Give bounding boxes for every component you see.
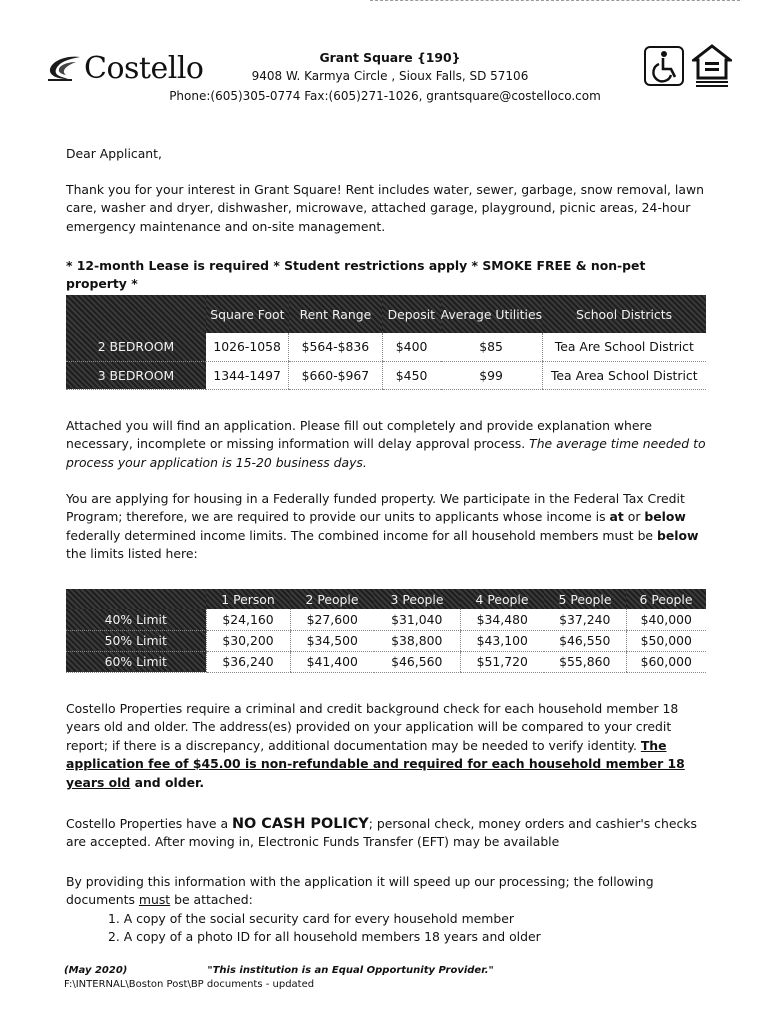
table-row: [66, 361, 706, 389]
federal-text: the limits listed here:: [66, 546, 198, 562]
table-cell: $46,560: [374, 651, 460, 672]
table-cell: $31,040: [374, 609, 460, 630]
table-cell: $41,400: [290, 651, 374, 672]
unit-header-cell: Deposit: [382, 295, 441, 333]
table-cell: $450: [382, 361, 441, 389]
property-contact: Phone:(605)305-0774 Fax:(605)271-1026, grantsquare@costelloco.com: [169, 89, 601, 103]
table-row: [66, 609, 706, 630]
footer-date: (May 2020): [64, 965, 128, 976]
unit-header-cell: [66, 295, 206, 333]
footer-path: F:\INTERNAL\Boston Post\BP documents - updated: [64, 979, 315, 990]
table-cell: $30,200: [206, 630, 290, 651]
application-fee-tail: and older.: [130, 774, 205, 790]
background-text: Costello Properties require a criminal and credit background check for each household member 18 years old and older. The address(es) provided on your application will be compared to your credit report; if there is a discrepancy, additional documentation may be needed to verify identity.: [66, 701, 679, 753]
costello-swoosh-icon: [46, 53, 82, 83]
no-cash-policy: NO CASH POLICY: [232, 816, 369, 832]
processing-time-note: The average time needed to process your application is 15-20 business days.: [66, 436, 706, 470]
property-address: 9408 W. Karmya Circle , Sioux Falls, SD 57106: [251, 69, 529, 83]
footer: [64, 965, 494, 990]
table-cell: $60,000: [626, 651, 706, 672]
must-emphasis: must: [138, 892, 171, 908]
unit-label: 2 BEDROOM: [66, 333, 206, 361]
property-name: Grant Square {190}: [319, 50, 461, 65]
unit-header-cell: Square Foot: [206, 295, 289, 333]
equal-housing-opportunity-icon: [692, 44, 732, 88]
table-cell: $46,550: [544, 630, 626, 651]
limit-label: 60% Limit: [66, 651, 206, 672]
federal-text: federally determined income limits. The combined income for all household members must be: [66, 527, 657, 543]
table-cell: $24,160: [206, 609, 290, 630]
intro-paragraph: Thank you for your interest in Grant Square! Rent includes water, sewer, garbage, snow removal, lawn care, washer and dryer, dishwasher, microwave, attached garage, playground, picnic areas, 24-hour emergency maintenance and on-site management.: [66, 182, 704, 234]
income-header-cell: 1 Person: [206, 589, 290, 609]
greeting: Dear Applicant,: [66, 146, 162, 161]
income-header-cell: [66, 589, 206, 609]
federal-text: You are applying for housing in a Federally funded property. We participate in the Federal Tax Credit Program; therefore, we are required to provide our units to applicants whose income is: [66, 491, 685, 525]
income-header-cell: 6 People: [626, 589, 706, 609]
federal-text: or: [623, 509, 645, 525]
logo-text: Costello: [84, 50, 204, 86]
unit-header-cell: Rent Range: [289, 295, 382, 333]
attached-paragraph: [66, 417, 706, 472]
table-cell: 1344-1497: [206, 361, 289, 389]
cash-text: ; personal check, money orders and cashier's checks are accepted. After moving in, Electronic Funds Transfer (EFT) may be available: [66, 816, 697, 850]
documents-paragraph: [66, 873, 706, 910]
footer-equal-opportunity: "This institution is an Equal Opportunity Provider.": [207, 965, 494, 976]
list-item: 1. A copy of the social security card for every household member: [108, 911, 514, 926]
table-cell: $38,800: [374, 630, 460, 651]
table-cell: $55,860: [544, 651, 626, 672]
company-logo: [46, 48, 203, 88]
unit-header-cell: Average Utilities: [441, 295, 542, 333]
letterhead: [0, 40, 770, 112]
list-item: 2. A copy of a photo ID for all household members 18 years and older: [108, 929, 541, 945]
table-cell: $99: [441, 361, 542, 389]
table-row: [66, 651, 706, 672]
table-cell: $50,000: [626, 630, 706, 651]
table-cell: $85: [441, 333, 542, 361]
table-cell: $43,100: [460, 630, 544, 651]
provide-text: By providing this information with the application it will speed up our processing; the following documents: [66, 874, 654, 908]
application-fee-notice: The application fee of $45.00 is non-refundable and required for each household member 18 years old: [66, 737, 685, 790]
table-cell: Tea Area School District: [542, 361, 706, 389]
federal-bold: below: [644, 509, 686, 525]
handicap-accessible-icon: [644, 44, 684, 88]
federal-paragraph: [66, 490, 706, 564]
table-cell: $37,240: [544, 609, 626, 630]
cash-policy-paragraph: [66, 815, 706, 852]
required-documents-list: [108, 910, 541, 947]
table-cell: $34,500: [290, 630, 374, 651]
requirements-line: * 12-month Lease is required * Student restrictions apply * SMOKE FREE & non-pet property *: [66, 258, 646, 292]
table-cell: $40,000: [626, 609, 706, 630]
provide-text: be attached:: [170, 892, 253, 908]
limit-label: 40% Limit: [66, 609, 206, 630]
unit-table: [66, 295, 706, 390]
table-cell: $660-$967: [289, 361, 382, 389]
table-cell: $400: [382, 333, 441, 361]
table-cell: $36,240: [206, 651, 290, 672]
table-cell: Tea Are School District: [542, 333, 706, 361]
unit-label: 3 BEDROOM: [66, 361, 206, 389]
scan-edge-line: [370, 0, 740, 2]
table-cell: $51,720: [460, 651, 544, 672]
income-header-cell: 3 People: [374, 589, 460, 609]
background-check-paragraph: [66, 700, 706, 792]
unit-header-cell: School Districts: [542, 295, 706, 333]
table-row: [66, 630, 706, 651]
income-header-cell: 5 People: [544, 589, 626, 609]
federal-bold: at: [609, 509, 624, 525]
attached-text: Attached you will find an application. Please fill out completely and provide explanation where necessary, incomplete or missing information will delay approval process.: [66, 418, 652, 452]
table-cell: $27,600: [290, 609, 374, 630]
income-header-cell: 4 People: [460, 589, 544, 609]
federal-bold: below: [657, 527, 699, 543]
income-header-cell: 2 People: [290, 589, 374, 609]
table-row: [66, 333, 706, 361]
limit-label: 50% Limit: [66, 630, 206, 651]
cash-text: Costello Properties have a: [66, 816, 233, 831]
table-cell: $34,480: [460, 609, 544, 630]
table-cell: $564-$836: [289, 333, 382, 361]
income-limit-table: [66, 589, 706, 673]
table-cell: 1026-1058: [206, 333, 289, 361]
